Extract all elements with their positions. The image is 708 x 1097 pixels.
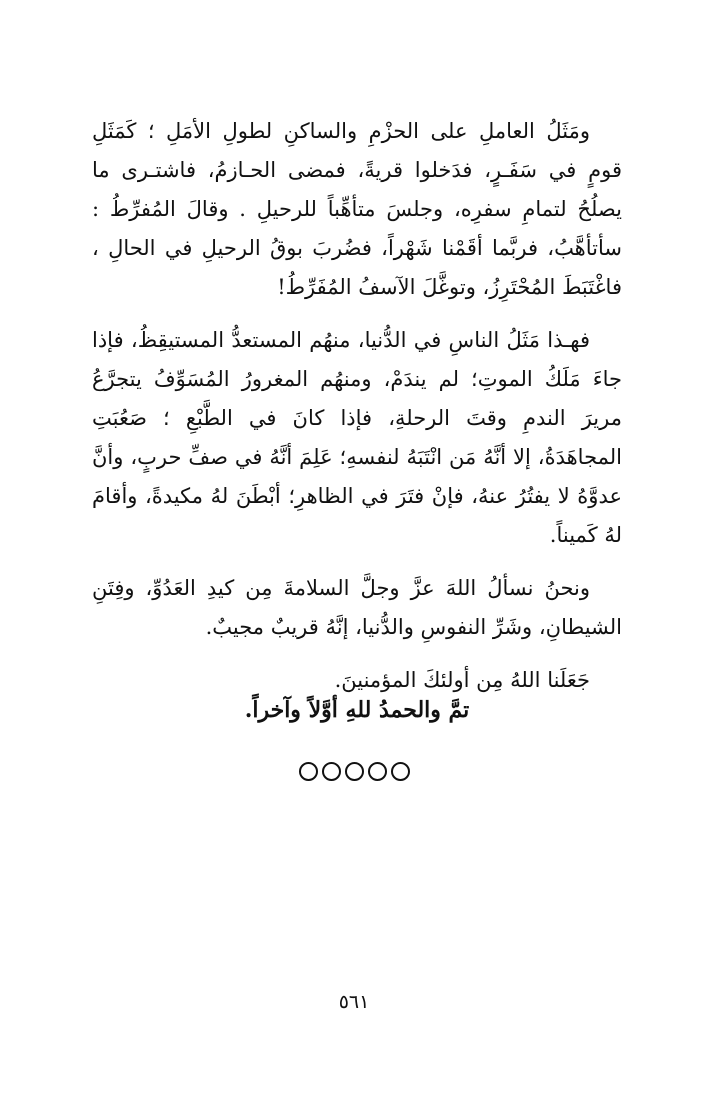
paragraph-people-in-world: فهـذا مَثَلُ الناسِ في الدُّنيا، منهُم المستعدُّ المستيقِظُ، فإذا جاءَ مَلَكُ الموتِ؛ لم يندَمْ، ومنهُم المغرورُ المُسَوِّفُ يتجرَّعُ مريرَ الندمِ وقتَ الرحلةِ، فإذا كانَ في الطَّبْعِ ؛ صَعُبَتِ المجاهَدَةُ، إلا أنَّهُ مَن انْتَبَهُ لنفسهِ؛ عَلِمَ أنَّهُ في صفِّ حربٍ، وأنَّ عدوَّهُ لا يفتُرُ عنهُ، فإنْ فتَرَ في الظاهرِ؛ أبْطَنَ لهُ مكيدةً، وأقامَ لهُ كَميناً.	[92, 328, 622, 547]
closing-line: تمَّ والحمدُ للهِ أوَّلاً وآخراً.	[244, 697, 470, 723]
paragraph-parable: ومَثَلُ العاملِ على الحزْمِ والساكنِ لطولِ الأمَلِ ؛ كَمَثَلِ قومٍ في سَفَـرٍ، فدَخلوا قريةً، فمضى الحـازمُ، فاشتـرى ما يصلُحُ لتمامِ سفرِه، وجلسَ متأهِّباً للرحيلِ . وقالَ المُفرِّطُ : سأتأهَّبُ، فربَّما أقَمْنا شَهْراً، فضُربَ بوقُ الرحيلِ في الحالِ ، فاغْتَبَطَ المُحْتَرِزُ، وتوغَّلَ الآسفُ المُفَرِّطُ!	[92, 119, 622, 299]
page-number: ٥٦١	[338, 991, 370, 1013]
circle-icon	[322, 762, 341, 781]
paragraph-prayer: جَعَلَنا اللهُ مِن أولئكَ المؤمنينَ.	[334, 668, 590, 692]
body-text	[92, 112, 622, 714]
circle-icon	[299, 762, 318, 781]
circle-icon	[345, 762, 364, 781]
five-circles-ornament	[0, 762, 708, 781]
circle-icon	[391, 762, 410, 781]
circle-icon	[368, 762, 387, 781]
paragraph-supplication: ونحنُ نسألُ اللهَ عزَّ وجلَّ السلامةَ مِن كيدِ العَدُوِّ، وفِتَنِ الشيطانِ، وشَرِّ النفوسِ والدُّنيا، إنَّهُ قريبٌ مجيبٌ.	[92, 576, 622, 639]
